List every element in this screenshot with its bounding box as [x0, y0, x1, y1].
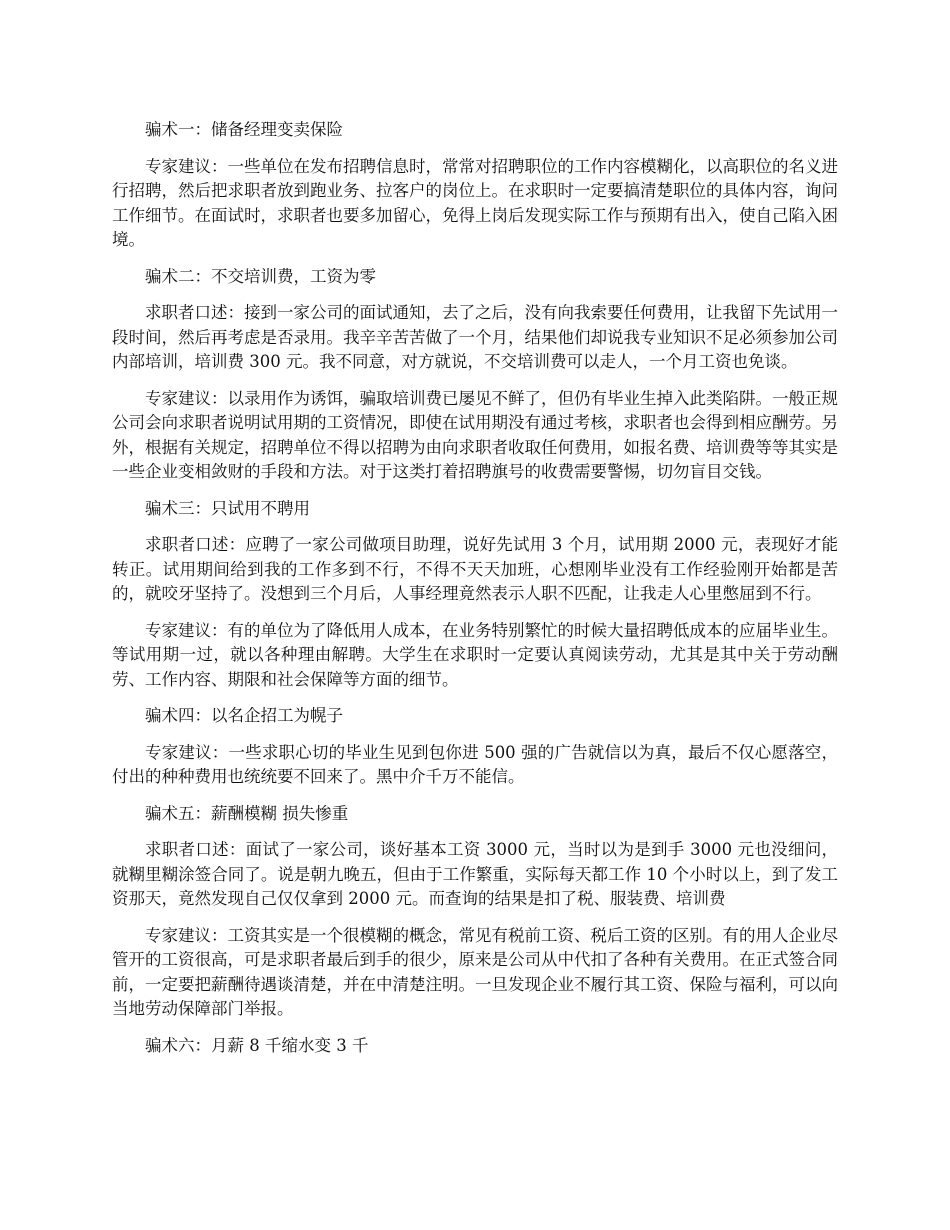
section-heading-2: 骗术二：不交培训费，工资为零 — [145, 266, 376, 286]
section-heading-4: 骗术四：以名企招工为幌子 — [145, 706, 343, 725]
expert-advice-3: 专家建议：有的单位为了降低用人成本，在业务特别繁忙的时候大量招聘低成本的应届毕业生。等试用期一过，就以各种理由解聘。大学生在求职时一定要认真阅读劳动，尤其是其中关于劳动酬劳、工作内容、期限和社会保障等方面的细节。 — [112, 620, 838, 689]
section-heading-5: 骗术五：薪酬模糊 损失惨重 — [145, 803, 349, 823]
expert-advice-1: 专家建议：一些单位在发布招聘信息时，常常对招聘职位的工作内容模糊化，以高职位的名义进行招聘，然后把求职者放到跑业务、拉客户的岗位上。在求职时一定要搞清楚职位的具体内容，询问工作细节。在面试时，求职者也要多加留心，免得上岗后发现实际工作与预期有出入，使自己陷入困境。 — [112, 156, 838, 249]
expert-advice-2: 专家建议：以录用作为诱饵，骗取培训费已屡见不鲜了，但仍有毕业生掉入此类陷阱。一般正规公司会向求职者说明试用期的工资情况，即使在试用期没有通过考核，求职者也会得到相应酬劳。另外，根据有关规定，招聘单位不得以招聘为由向求职者收取任何费用，如报名费、培训费等等其实是一些企业变相敛财的手段和方法。对于这类打着招聘旗号的收费需要警惕，切勿盲目交钱。 — [112, 388, 838, 481]
section-heading-6: 骗术六：月薪 8 千缩水变 3 千 — [145, 1035, 369, 1055]
expert-advice-4: 专家建议：一些求职心切的毕业生见到包你进 500 强的广告就信以为真，最后不仅心愿落空，付出的种种费用也统统要不回来了。黑中介千万不能信。 — [112, 742, 838, 786]
job-seeker-account-3: 求职者口述：应聘了一家公司做项目助理，说好先试用 3 个月，试用期 2000 元，表现好才能转正。试用期间给到我的工作多到不行，不得不天天加班，心想刚毕业没有工作经验刚开始都是苦的，就咬牙坚持了。没想到三个月后，人事经理竟然表示人职不匹配，让我走人心里憋屈到不行。 — [112, 535, 838, 603]
section-heading-3: 骗术三：只试用不聘用 — [145, 498, 310, 518]
job-seeker-account-5: 求职者口述：面试了一家公司，谈好基本工资 3000 元，当时以为是到手 3000 元也没细问，就糊里糊涂签合同了。说是朝九晚五，但由于工作繁重，实际每天都工作 10 个小时以上，到了发工资那天，竟然发现自己仅仅拿到 2000 元。而查询的结果是扣了税、服装费、培训费 — [112, 840, 838, 908]
job-seeker-account-2: 求职者口述：接到一家公司的面试通知，去了之后，没有向我索要任何费用，让我留下先试用一段时间，然后再考虑是否录用。我辛辛苦苦做了一个月，结果他们却说我专业知识不足必须参加公司内部培训，培训费 300 元。我不同意，对方就说，不交培训费可以走人，一个月工资也免谈。 — [112, 303, 838, 371]
section-heading-1: 骗术一：储备经理变卖保险 — [145, 120, 343, 139]
document-body — [112, 118, 838, 1070]
expert-advice-5: 专家建议：工资其实是一个很模糊的概念，常见有税前工资、税后工资的区别。有的用人企业尽管开的工资很高，可是求职者最后到手的很少，原来是公司从中代扣了各种有关费用。在正式签合同前，一定要把薪酬待遇谈清楚，并在中清楚注明。一旦发现企业不履行其工资、保险与福利，可以向当地劳动保障部门举报。 — [112, 925, 838, 1018]
